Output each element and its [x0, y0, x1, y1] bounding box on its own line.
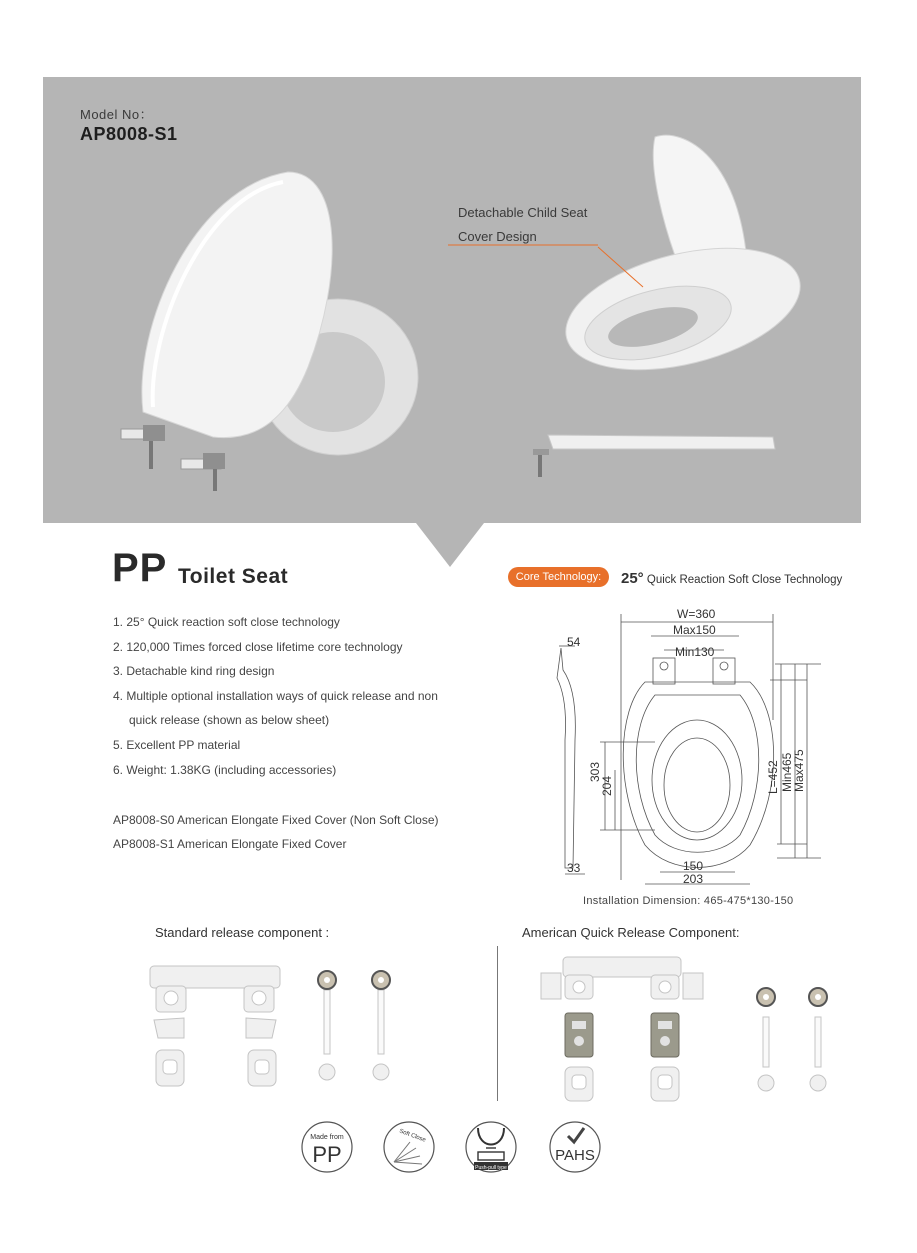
push-pull-icon [464, 1120, 518, 1174]
side-view-image [533, 435, 775, 477]
made-from-pp-icon [300, 1120, 354, 1174]
feature-item: 2. 120,000 Times forced close lifetime core technology [113, 639, 403, 654]
standard-component-label: Standard release component : [155, 925, 330, 940]
title-rest: Toilet Seat [178, 565, 289, 588]
dim-max475: Max475 [792, 749, 806, 792]
pahs-text: PAHS [555, 1147, 595, 1164]
soft-close-text: Soft Close [398, 1128, 427, 1144]
feature-list [113, 612, 438, 784]
dimension-drawing [545, 600, 845, 890]
component-divider [497, 946, 498, 1101]
feature-item: 4. Multiple optional installation ways of quick release and non [113, 688, 438, 703]
callout-line1: Detachable Child Seat [458, 205, 588, 220]
hero-product-illustrations [43, 77, 861, 523]
made-from-pp-text: PP [312, 1142, 342, 1167]
feature-item: quick release (shown as below sheet) [129, 713, 330, 728]
dim-303: 303 [588, 761, 602, 782]
variant-item: AP8008-S0 American Elongate Fixed Cover (Non Soft Close) [113, 813, 439, 827]
american-component-label: American Quick Release Component: [522, 925, 740, 940]
core-technology-text [621, 570, 842, 587]
american-components-image [535, 955, 845, 1105]
dim-54: 54 [567, 635, 581, 649]
dim-w: W=360 [677, 607, 716, 621]
standard-components-image [140, 960, 420, 1095]
made-from-text: Made from [310, 1134, 344, 1141]
main-seat-image [121, 172, 418, 491]
model-number: AP8008-S1 [80, 124, 178, 144]
core-technology-badge: Core Technology: [508, 567, 609, 587]
installation-dimension: Installation Dimension: 465-475*130-150 [583, 895, 794, 907]
dim-150: 150 [683, 859, 704, 873]
hero-notch [416, 523, 484, 567]
dim-l452: L=452 [766, 760, 780, 794]
variant-item: AP8008-S1 American Elongate Fixed Cover [113, 837, 347, 851]
child-seat-image [448, 135, 813, 391]
core-description: Quick Reaction Soft Close Technology [643, 574, 843, 586]
pahs-icon [548, 1120, 602, 1174]
dim-min130: Min130 [675, 645, 715, 659]
soft-close-icon [382, 1120, 436, 1174]
feature-item: 1. 25° Quick reaction soft close technology [113, 615, 340, 629]
feature-item: 5. Excellent PP material [113, 737, 241, 752]
dim-204: 204 [600, 775, 614, 796]
variant-list [113, 810, 439, 858]
core-angle: 25° [621, 570, 644, 587]
feature-item: 3. Detachable kind ring design [113, 664, 275, 679]
dim-203: 203 [683, 872, 704, 886]
dim-max150: Max150 [673, 623, 716, 637]
push-pull-text: Push-pull type [475, 1165, 507, 1171]
dim-33: 33 [567, 861, 581, 875]
feature-item: 6. Weight: 1.38KG (including accessories) [113, 762, 337, 777]
title-pp: PP [112, 546, 168, 590]
callout-line2: Cover Design [458, 229, 537, 244]
model-label: Model No： [80, 107, 154, 122]
dim-min465: Min465 [780, 752, 794, 792]
